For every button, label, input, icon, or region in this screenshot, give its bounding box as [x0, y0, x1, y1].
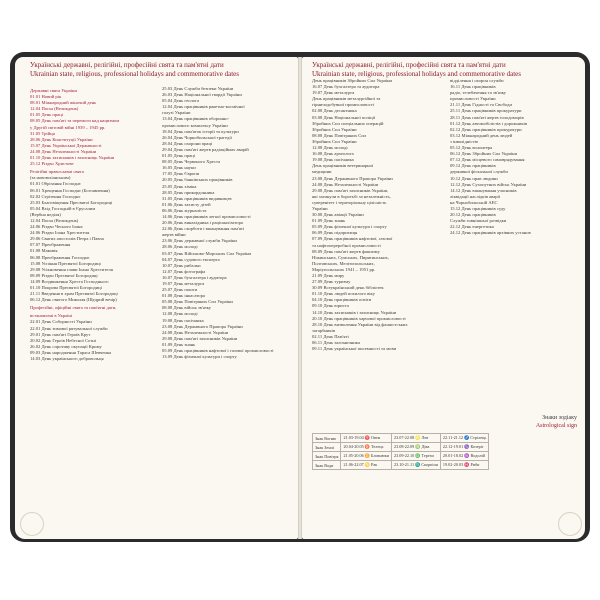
holiday-entry: 06.09 День підприємця: [312, 230, 358, 236]
holiday-entry: 29.08 День пам'яті захисників України,: [312, 187, 389, 193]
holiday-entry: які загинули в боротьбі за незалежність,: [312, 193, 391, 199]
holiday-entry: 18.04 День пам'яток історії та культури: [162, 128, 239, 134]
zodiac-cell: 20.04-20.05 ♉ Телець: [341, 443, 392, 452]
holiday-entry: 24.08 День Незалежності України: [162, 329, 229, 335]
zodiac-cell: 23.10-21.11 ♏ Скорпіон: [391, 461, 440, 470]
holiday-entry: 22.01 День зимової рятувальної служби: [30, 325, 108, 331]
holiday-entry: 05.08 День Повітряних Сил України: [162, 299, 233, 305]
holiday-entry: 14.10 День захисників і захисниць України: [312, 309, 397, 315]
holiday-entry: 09.12 День працівників: [450, 163, 496, 169]
holiday-entry: 08.09 День пам'яті жертв фашизму: [312, 248, 380, 254]
holiday-entry: 15.12 День працівників суду: [450, 205, 506, 211]
holiday-entry: 24.08 День Незалежності України: [312, 181, 379, 187]
holiday-entry: 25.03 Благовіщення Пресвятої Богородиці: [30, 199, 113, 205]
holiday-entry: 16.07 День бухгалтера і аудитора: [162, 274, 227, 280]
page-gutter: [298, 57, 302, 539]
left-page-header: [30, 61, 290, 78]
holiday-entry: 29.08 Усікновення глави Іоана Хрестителя: [30, 266, 113, 272]
holiday-entry: 29.08 День пам'яті захисників України: [162, 335, 238, 341]
zodiac-cell: 23.09-22.10 ♎ Терези: [391, 452, 440, 461]
holiday-entry: 15.08 Успіння Пресвятої Богородиці: [30, 260, 101, 266]
zodiac-row: [313, 461, 489, 470]
holiday-entry: 08.08 День військ зв'язку: [162, 305, 212, 311]
zodiac-title: [487, 415, 577, 430]
holiday-entry: 29.01 День пам'яті Героїв Крут: [30, 331, 91, 337]
holiday-entry: та нафтопереробної промисловості: [312, 242, 381, 248]
holiday-entry: 28.11 День пам'яті жертв голодоморів: [450, 114, 524, 120]
zodiac-cell: 23.07-22.08 ♌ Лев: [391, 434, 440, 443]
holiday-entry: 30.09 Всеукраїнський день бібліотек: [312, 285, 384, 291]
holiday-entry: 21.11 День Гідності та Свободи: [450, 102, 512, 108]
holiday-entry: День працівників ветеринарної: [312, 163, 374, 169]
page-corner-mark: [20, 512, 44, 536]
holiday-entry: 31.05 День працівників видавництв: [162, 195, 232, 201]
holiday-entry: 04.10 День працівників освіти: [312, 297, 372, 303]
holiday-entry: 10.12 День прав людини: [450, 175, 498, 181]
holiday-entry: 12.08 День молоді: [162, 311, 198, 317]
holiday-entry: 25.03 День Служби безпеки України: [162, 86, 234, 91]
holiday-entry: 23.08 День Державного Прапора України: [312, 175, 393, 181]
holiday-entry: 08.05 День Червоного Хреста: [162, 159, 221, 165]
holiday-entry: 09.10 День юриста: [312, 303, 349, 309]
zodiac-cell: Знак Вогню: [313, 434, 341, 443]
zodiac-title-en: Astrological sign: [535, 422, 577, 429]
holiday-entry: 12.08 День молоді: [312, 145, 348, 151]
holiday-entry: відділення і охорон служби: [450, 78, 504, 83]
page-corner-mark: [558, 512, 582, 536]
holiday-entry: 08.01 Міжнародний жіночий день: [30, 100, 97, 106]
holiday-entry: у Другій світовій війні 1939 – 1945 рр.: [30, 124, 106, 130]
zodiac-cell: 19.02-20.03 ♓ Риби: [440, 461, 488, 470]
holiday-entry: 02.12 День працівників прокуратури: [450, 126, 522, 132]
holiday-entry: Полтавських, Мелітопольських,: [312, 260, 375, 266]
holiday-column-1: [30, 86, 158, 362]
holiday-entry: 24.12 День працівників архівних установ: [450, 230, 531, 236]
holiday-entry: 04.07 День судового експерта: [162, 256, 220, 262]
holiday-entry: 01.09 День знань: [162, 341, 196, 347]
holiday-entry: 26.03 День Національної гвардії України: [162, 92, 242, 98]
holiday-entry: 03.08 День Національної поліції: [312, 114, 376, 120]
holiday-entry: жертв війни: [162, 232, 186, 238]
holiday-entry: 12.12 День Сухопутних військ України: [450, 181, 527, 187]
zodiac-row: [313, 434, 489, 443]
holiday-entry: 02.08 День десантника: [312, 108, 357, 114]
holiday-entry: України: [312, 205, 328, 211]
holiday-entry: 12.04 Пасха (Великдень): [30, 106, 79, 112]
holiday-entry: 14.09 Воздвиження Хреста Господнього: [30, 278, 109, 284]
section-heading: Релігійні православні свята: [30, 169, 84, 175]
holiday-entry: 06.12 День Збройних Сил України: [450, 151, 518, 157]
header-title-en: Ukrainian state, religious, professional holidays and commemorative dates: [312, 69, 521, 78]
holiday-entry: 05.09 День фізичної культури і спорту: [312, 224, 387, 230]
zodiac-row: [313, 452, 489, 461]
holiday-entry: 29.06 Святих апостолів Петра і Павла: [30, 236, 104, 242]
holiday-entry: 09.11 День української писемності та мови: [312, 346, 397, 352]
holiday-entry: (за новоюліанським): [30, 175, 71, 181]
holiday-entry: 06.11 День залізничника: [312, 340, 360, 346]
holiday-entry: 01.01 Новий рік: [30, 94, 62, 100]
holiday-entry: 14.03 День українського добровольця: [30, 356, 104, 362]
holiday-entry: на Чорнобильській АЕС: [450, 199, 498, 205]
holiday-entry: 15.07 День Української Державності: [30, 142, 102, 148]
holiday-entry: Маріупольських 1941 – 1951 рр.: [312, 266, 376, 272]
holiday-entry: 01.10 День захисників і захисниць України: [30, 155, 115, 161]
holiday-entry: 20.02 День Героїв Небесної Сотні: [30, 337, 96, 343]
zodiac-cell: 22.11-21.12 ♐ Стрілець: [440, 434, 488, 443]
holiday-entry: 21.09 День миру: [312, 273, 345, 278]
holiday-entry: 25.07 День пошти: [162, 287, 198, 293]
zodiac-title-ua: Знаки зодіаку: [542, 415, 577, 421]
holiday-entry: 01.10 День людей похилого віку: [312, 291, 375, 297]
holiday-entry: 24.06 Різдво Іоана Хрестителя: [30, 230, 90, 236]
zodiac-row: [313, 443, 489, 452]
holiday-entry: 05.09 День працівників нафтової і газової промисловості: [162, 348, 274, 354]
holiday-entry: 24.06 Різдво Чесного Іоана: [30, 224, 83, 230]
zodiac-cell: Знак Землі: [313, 443, 341, 452]
holiday-entry: 14.06 День працівників легкої промисловості: [162, 213, 251, 219]
zodiac-cell: 21.03-19.04 ♈ Овен: [341, 434, 392, 443]
holiday-entry: 03.07 День Військово-Морських Сил України: [162, 250, 252, 256]
holiday-entry: Збройних Сил України: [312, 126, 357, 132]
holiday-entry: 25.12 Різдво Христове: [30, 161, 74, 167]
holiday-entry: 26.04 День Чорнобильської трагедії: [162, 134, 232, 140]
holiday-entry: 30.08 День авіації України: [312, 212, 364, 218]
holiday-entry: День працівників Збройних Сил України: [312, 78, 392, 83]
holiday-entry: 02.11 День Пам'яті: [312, 333, 349, 339]
holiday-entry: 12.04 День працівників ракетно-космічної: [162, 104, 245, 110]
holiday-entry: 01.09 День знань: [312, 218, 346, 224]
holiday-entry: 20.05 День банківських працівників: [162, 177, 233, 183]
holiday-entry: 01.05 День праці: [30, 112, 63, 118]
zodiac-cell: 23.08-22.09 ♍ Діва: [391, 443, 440, 452]
holiday-entry: 21.11 Введення в храм Пресвятої Богородиці: [30, 291, 118, 297]
holiday-entry: 25.11 День працівників прокуратури: [450, 108, 522, 114]
holiday-entry: 22.01 День Соборності України: [30, 319, 92, 325]
holiday-entry: 13.09 День фізичної культури і спорту: [162, 354, 237, 360]
holiday-entry: 01.06 День захисту дітей: [162, 201, 211, 207]
holiday-entry: 25.05 День хіміка: [162, 183, 197, 189]
holiday-entry: 28.06 День Конституції України: [30, 136, 93, 142]
holiday-entry: гірничодобувної промисловості: [312, 102, 375, 108]
holiday-entry: 06.01 Хрещення Господнє (Богоявлення): [30, 187, 110, 193]
holiday-entry: промислового комплексу України: [162, 122, 228, 128]
zodiac-table: [312, 433, 489, 470]
holiday-entry: суверенітет і територіальну цілісність: [312, 199, 387, 205]
zodiac-cell: 21.05-20.06 ♊ Близнюки: [341, 452, 392, 461]
holiday-entry: галузі України: [162, 110, 191, 116]
holiday-entry: 28.04 День охорони праці: [162, 140, 213, 146]
holiday-entry: ліквідації наслідків аварії: [450, 193, 501, 199]
holiday-entry: 20.12 День працівників: [450, 212, 496, 218]
holiday-entry: медицини: [312, 169, 332, 175]
holiday-entry: 19.08 День пасічника: [162, 317, 204, 323]
zodiac-cell: Знак Води: [313, 461, 341, 470]
holiday-entry: (Вербна неділя): [30, 211, 61, 217]
zodiac-cell: 20.01-18.02 ♒ Водолій: [440, 452, 488, 461]
holiday-entry: Збройних Сил спеціальних операцій: [312, 120, 384, 126]
holiday-entry: 19.07 День металурга: [162, 281, 205, 286]
holiday-entry: 16.11 День працівників: [450, 84, 496, 90]
header-title-en: Ukrainian state, religious, professional holidays and commemorative dates: [30, 69, 239, 78]
holiday-entry: 02.02 Стрітення Господнє: [30, 193, 81, 199]
holiday-entry: 29.04 День пам'яті жертв радіаційних аварій: [162, 146, 249, 152]
holiday-column-3: [312, 78, 442, 352]
holiday-entry: 01.01 Обрізання Господнє: [30, 181, 81, 187]
holiday-entry: 22.12 День енергетика: [450, 224, 494, 230]
holiday-entry: 26.02 День спротиву окупації Криму: [30, 343, 102, 349]
holiday-entry: 13.04 День працівників оборонно-: [162, 116, 230, 122]
holiday-entry: 06.08 Преображення Господнє: [30, 254, 90, 260]
header-title-ua: Українські державні, релігійні, професійні свята та пам'ятні дати: [30, 61, 224, 69]
holiday-entry: загарбників: [312, 327, 336, 333]
right-page-header: [312, 61, 572, 78]
holiday-entry: 06.06 День журналіста: [162, 207, 207, 213]
holiday-column-2: [162, 86, 290, 360]
holiday-entry: 28.06 День молоді: [162, 244, 198, 250]
holiday-entry: Служби зовнішньої розвідки: [450, 218, 507, 224]
holiday-entry: 19.08 День пасічника: [312, 157, 354, 163]
holiday-column-4: [450, 78, 580, 236]
holiday-entry: промисловості України: [450, 96, 496, 102]
holiday-entry: День працівників металургійної та: [312, 96, 381, 102]
holiday-entry: 08.05 День пам'яті та перемоги над нацизмом: [30, 118, 120, 124]
holiday-entry: 12.07 День фотографа: [162, 268, 206, 274]
holiday-entry: 23.06 День державної служби України: [162, 238, 237, 244]
holiday-entry: 14.12 День вшанування учасників: [450, 187, 517, 193]
holiday-entry: 24.08 День Незалежності України: [30, 148, 97, 154]
zodiac-cell: Знак Повітря: [313, 452, 341, 461]
holiday-entry: державної фіскальної служби: [450, 169, 508, 175]
holiday-entry: з інвалідністю: [450, 138, 479, 144]
holiday-entry: 20.10 День працівників харчової промисловості: [312, 315, 406, 321]
holiday-entry: 01.10 Покрова Пресвятої Богородиці: [30, 285, 102, 290]
holiday-entry: 01.05 День праці: [162, 153, 195, 159]
holiday-entry: 27.09 День туризму: [312, 279, 351, 285]
holiday-entry: 06.12 День святого Миколая (Щедрий вечір): [30, 297, 117, 303]
holiday-entry: 20.06 День винахідника і раціоналізатора: [162, 220, 243, 226]
holiday-entry: 28.10 День визволення України від фашистських: [312, 321, 408, 327]
holiday-entry: 16.08 День археолога: [312, 151, 354, 157]
holiday-entry: 16.05 День науки: [162, 165, 196, 171]
holiday-entry: 05.04 День геолога: [162, 98, 200, 104]
holiday-entry: Ніжинських, Сумських, Пирятинських,: [312, 254, 389, 260]
holiday-entry: 28.05 День прикордонника: [162, 189, 215, 195]
zodiac-cell: 22.12-19.01 ♑ Козеріг: [440, 443, 488, 452]
holiday-entry: 07.12 День місцевого самоврядування: [450, 157, 525, 163]
holiday-entry: 17.05 День Європи: [162, 171, 200, 177]
holiday-entry: 03.12 Міжнародний день людей: [450, 132, 513, 138]
holiday-entry: 16.07 День бухгалтера та аудитора: [312, 84, 380, 90]
holiday-entry: 09.03 День народження Тараса Шевченка: [30, 349, 112, 355]
section-heading: Професійні, офіційні свята та пам'ятні дати,: [30, 305, 117, 311]
section-heading: Державні свята України: [30, 88, 77, 93]
holiday-entry: Збройних Сил України: [312, 138, 357, 144]
holiday-entry: 01.12 День автомобілістів і дорожників: [450, 120, 527, 126]
holiday-entry: 01.08 День інкасатора: [162, 293, 205, 299]
holiday-entry: 19.07 День металурга: [312, 90, 355, 96]
section-heading: встановлені в Україні: [30, 313, 73, 319]
holiday-entry: 01.08 Маковія: [30, 248, 58, 254]
holiday-entry: 08.09 Різдво Пресвятої Богородиці: [30, 272, 98, 278]
holiday-entry: 12.04 Пасха (Великдень): [30, 217, 79, 223]
zodiac-cell: 21.06-22.07 ♋ Рак: [341, 461, 392, 470]
holiday-entry: радіо, телебачення та зв'язку: [450, 90, 507, 96]
holiday-entry: 31.05 Трійця: [30, 130, 55, 136]
holiday-entry: 05.12 День волонтера: [450, 145, 493, 151]
holiday-entry: 23.08 День Державного Прапора України: [162, 323, 243, 329]
holiday-entry: 08.08 День Повітряних Сил: [312, 132, 367, 138]
holiday-entry: 22.06 День скорботи і вшанування пам'яті: [162, 226, 245, 232]
holiday-entry: 10.07 День рибалки: [162, 262, 201, 268]
header-title-ua: Українські державні, релігійні, професійні свята та пам'ятні дати: [312, 61, 506, 69]
holiday-entry: 07.09 День працівників нафтової, газової: [312, 236, 393, 242]
holiday-entry: 07.07 Преображення: [30, 242, 71, 248]
holiday-entry: 05.04 Вхід Господній в Єрусалим: [30, 205, 96, 211]
